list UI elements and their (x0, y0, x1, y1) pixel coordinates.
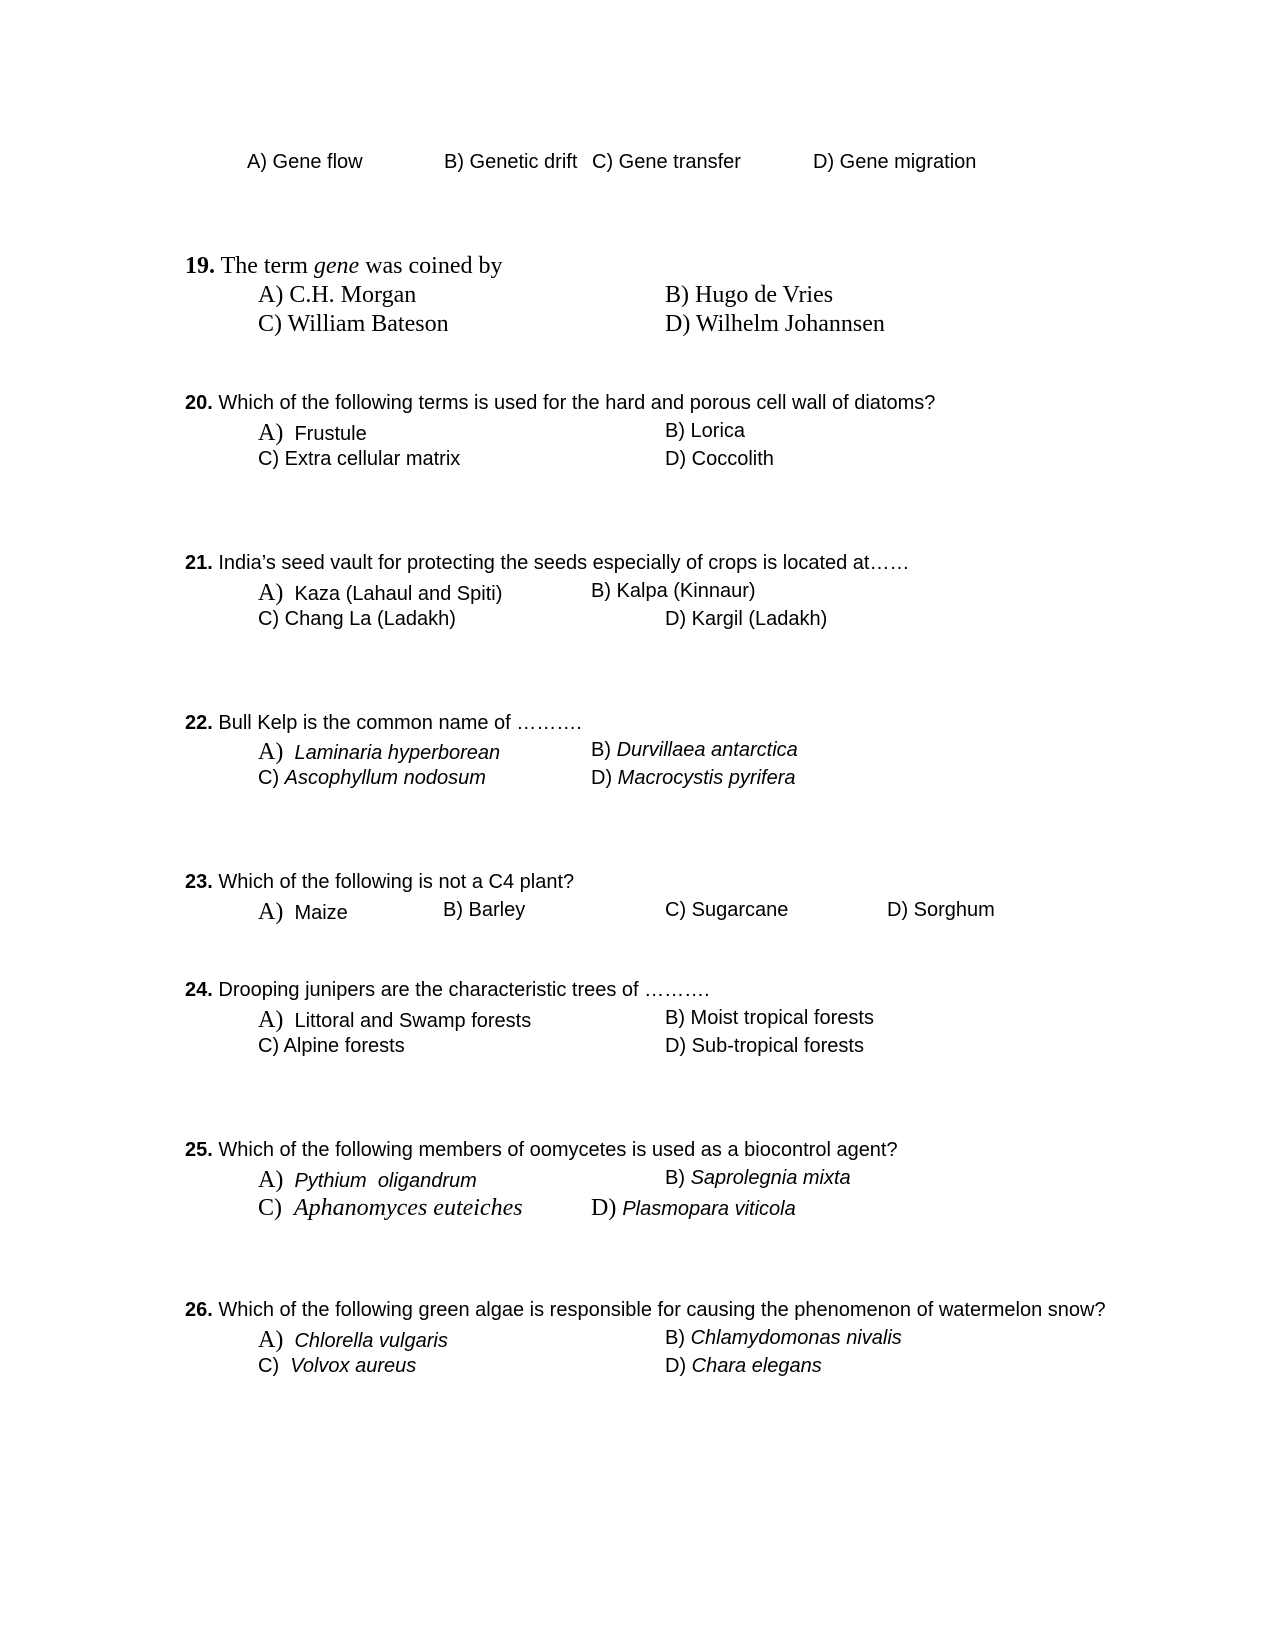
question-number: 22. (185, 712, 213, 734)
option-a: A) Gene flow (247, 151, 363, 173)
option-d: D) Sorghum (887, 899, 995, 921)
question-22-stem (185, 713, 582, 733)
option-a: A) Chlorella vulgaris (258, 1327, 448, 1353)
option-a: A) C.H. Morgan (258, 282, 417, 308)
option-b: B) Moist tropical forests (665, 1007, 874, 1029)
option-b: B) Chlamydomonas nivalis (665, 1327, 902, 1349)
option-b: B) Durvillaea antarctica (591, 739, 798, 761)
option-d: D) Macrocystis pyrifera (591, 767, 796, 789)
question-number: 26. (185, 1299, 213, 1321)
option-c: C) Volvox aureus (258, 1355, 417, 1377)
question-number: 19. (185, 253, 215, 279)
option-d: D) Gene migration (813, 151, 977, 173)
question-21-stem (185, 553, 910, 573)
option-b: B) Saprolegnia mixta (665, 1167, 851, 1189)
option-b: B) Lorica (665, 420, 746, 442)
option-b: B) Genetic drift (444, 151, 578, 173)
question-number: 21. (185, 552, 213, 574)
option-c: C) William Bateson (258, 311, 449, 337)
option-b: B) Barley (443, 899, 526, 921)
option-b: B) Hugo de Vries (665, 282, 834, 308)
option-c: C) Ascophyllum nodosum (258, 767, 486, 789)
option-d: D) Kargil (Ladakh) (665, 608, 828, 630)
question-20-stem (185, 393, 935, 413)
option-d: D) Chara elegans (665, 1355, 822, 1377)
option-a: A) Pythium oligandrum (258, 1167, 477, 1193)
question-19-stem (185, 254, 502, 278)
option-d: D) Coccolith (665, 448, 774, 470)
question-25-stem (185, 1140, 898, 1160)
option-a: A) Frustule (258, 420, 367, 446)
question-text: Which of the following terms is used for the hard and porous cell wall of diatoms? (218, 392, 936, 414)
option-d: D) Wilhelm Johannsen (665, 311, 885, 337)
question-number: 25. (185, 1139, 213, 1161)
option-a: A) Kaza (Lahaul and Spiti) (258, 580, 503, 606)
question-text: Which of the following members of oomycetes is used as a biocontrol agent? (218, 1139, 898, 1161)
option-d: D) Plasmopara viticola (591, 1195, 796, 1221)
option-c: C) Chang La (Ladakh) (258, 608, 456, 630)
option-c: C) Gene transfer (592, 151, 741, 173)
question-24-stem (185, 980, 710, 1000)
option-a: A) Maize (258, 899, 348, 925)
question-number: 20. (185, 392, 213, 414)
option-c: C) Alpine forests (258, 1035, 405, 1057)
question-26-stem (185, 1300, 1106, 1320)
question-number: 24. (185, 979, 213, 1001)
option-a: A) Littoral and Swamp forests (258, 1007, 532, 1033)
question-text: India’s seed vault for protecting the seeds especially of crops is located at…… (218, 552, 910, 574)
option-a: A) Laminaria hyperborean (258, 739, 501, 765)
option-b: B) Kalpa (Kinnaur) (591, 580, 756, 602)
question-text: The term gene was coined by (220, 253, 503, 279)
option-d: D) Sub-tropical forests (665, 1035, 864, 1057)
option-c: C) Sugarcane (665, 899, 789, 921)
question-text: Which of the following is not a C4 plant? (218, 871, 575, 893)
option-c: C) Aphanomyces euteiches (258, 1195, 523, 1221)
question-text: Drooping junipers are the characteristic trees of ………. (218, 979, 710, 1001)
option-c: C) Extra cellular matrix (258, 448, 461, 470)
question-text: Bull Kelp is the common name of ………. (218, 712, 582, 734)
question-23-stem (185, 872, 574, 892)
question-number: 23. (185, 871, 213, 893)
question-text: Which of the following green algae is responsible for causing the phenomenon of watermelon snow? (218, 1299, 1106, 1321)
